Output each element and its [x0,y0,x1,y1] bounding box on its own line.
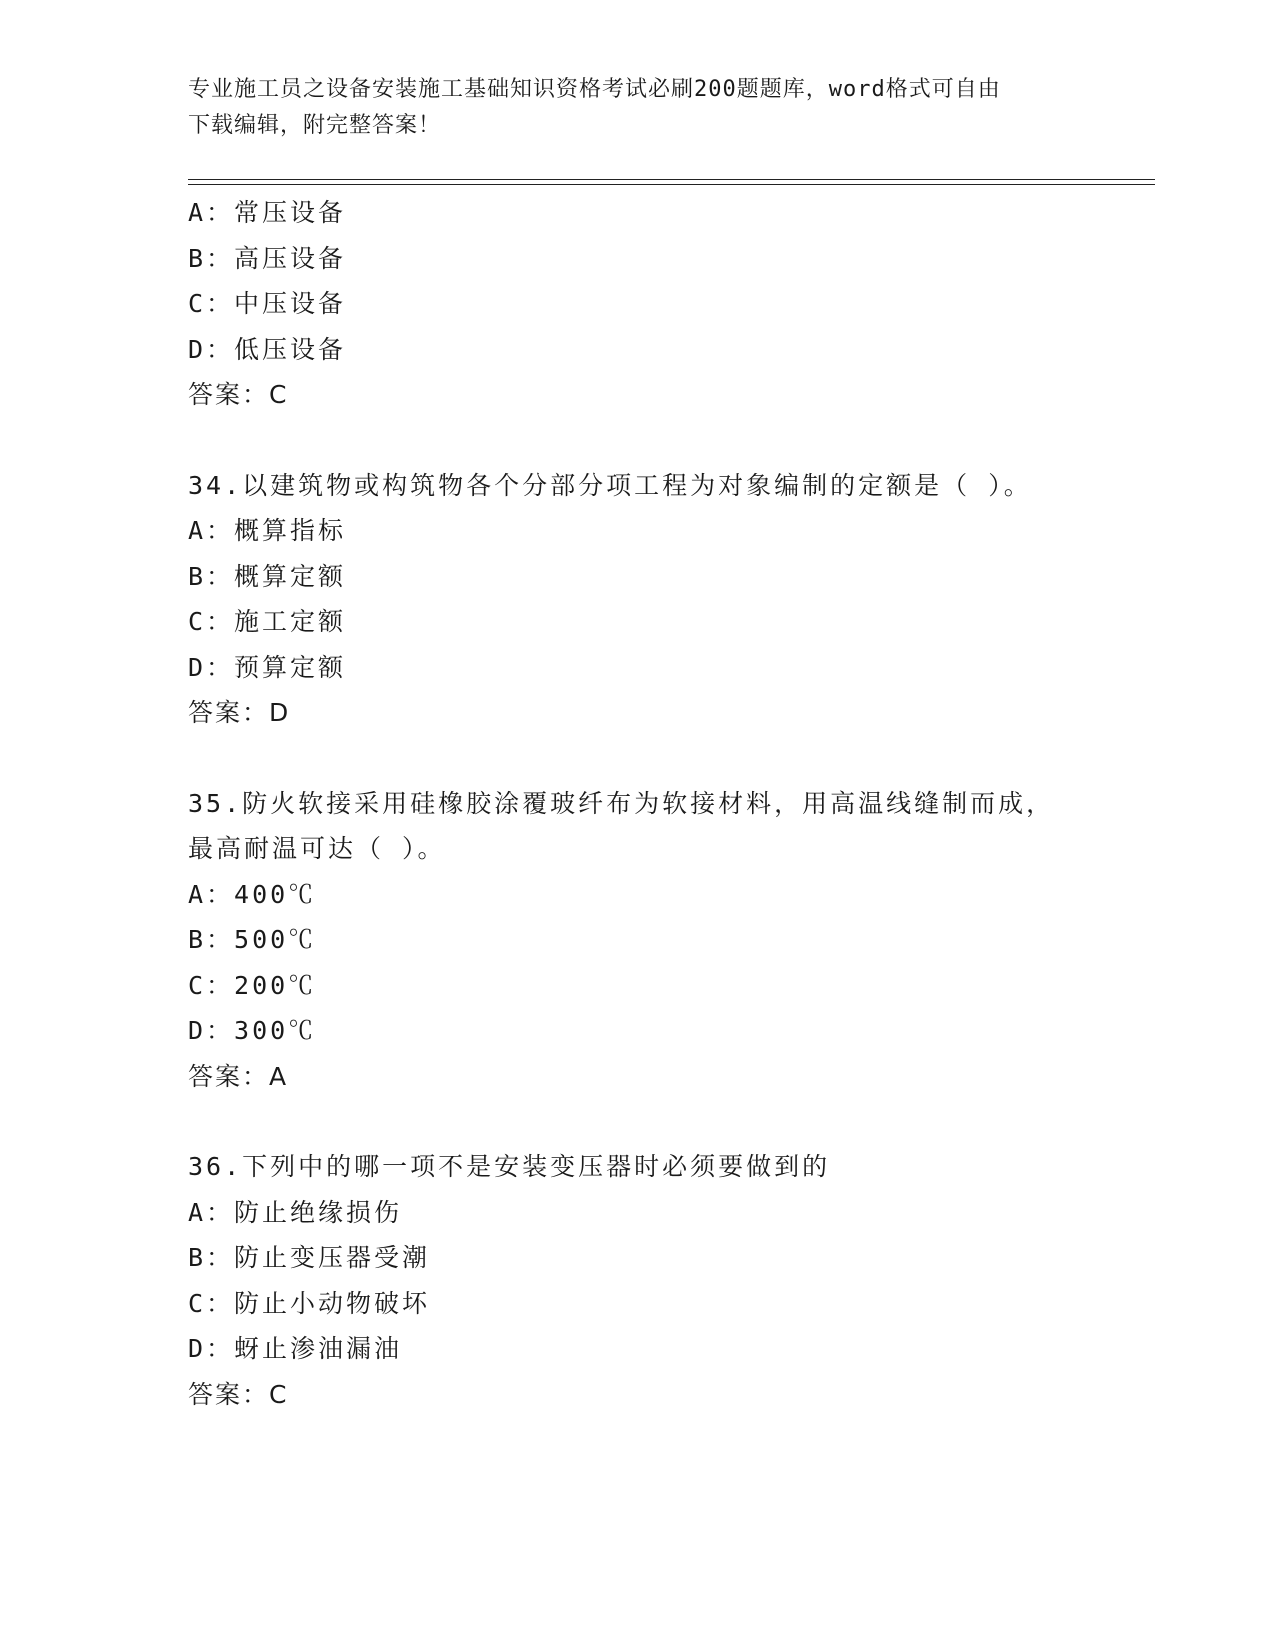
option-c: C：200℃ [188,970,317,1000]
option-d: D：预算定额 [188,652,347,682]
spacer [188,736,1155,781]
spacer [188,418,1155,463]
question-35 [188,781,1155,1100]
option-c: C：施工定额 [188,607,347,636]
option-b: B：防止变压器受潮 [188,1243,431,1272]
option-a: A：常压设备 [188,198,347,227]
option-d: D：蚜止渗油漏油 [188,1334,403,1363]
header-line-1: 专业施工员之设备安装施工基础知识资格考试必刷200题题库，word格式可自由 [188,77,1001,102]
option-a: A：400℃ [188,879,317,909]
option-d: D：300℃ [188,1016,317,1045]
question-text: 36.下列中的哪一项不是安装变压器时必须要做到的 [188,1152,831,1181]
option-b: B：概算定额 [188,561,347,591]
question-text-line-1: 35.防火软接采用硅橡胶涂覆玻纤布为软接材料，用高温线缝制而成， [188,788,1055,818]
question-33 [188,190,1155,418]
header-rule-top [188,179,1155,180]
question-text-line-2: 最高耐温可达（ ）。 [188,834,446,863]
spacer [188,1099,1155,1144]
question-text: 34.以建筑物或构筑物各个分部分项工程为对象编制的定额是（ ）。 [188,470,1032,500]
question-34 [188,463,1155,736]
document-header [188,72,1088,144]
option-a: A：概算指标 [188,516,347,545]
option-d: D：低压设备 [188,334,347,364]
option-b: B：高压设备 [188,243,347,273]
question-list [188,190,1155,1417]
answer: 答案：A [188,1061,289,1091]
answer: 答案：D [188,698,291,727]
option-c: C：防止小动物破坏 [188,1288,431,1318]
header-line-2: 下载编辑，附完整答案！ [188,113,442,138]
option-c: C：中压设备 [188,289,347,318]
option-a: A：防止绝缘损伤 [188,1197,403,1227]
question-36 [188,1144,1155,1417]
option-b: B：500℃ [188,925,317,954]
answer: 答案：C [188,380,289,409]
header-rule-bottom [188,184,1155,185]
answer: 答案：C [188,1379,289,1409]
